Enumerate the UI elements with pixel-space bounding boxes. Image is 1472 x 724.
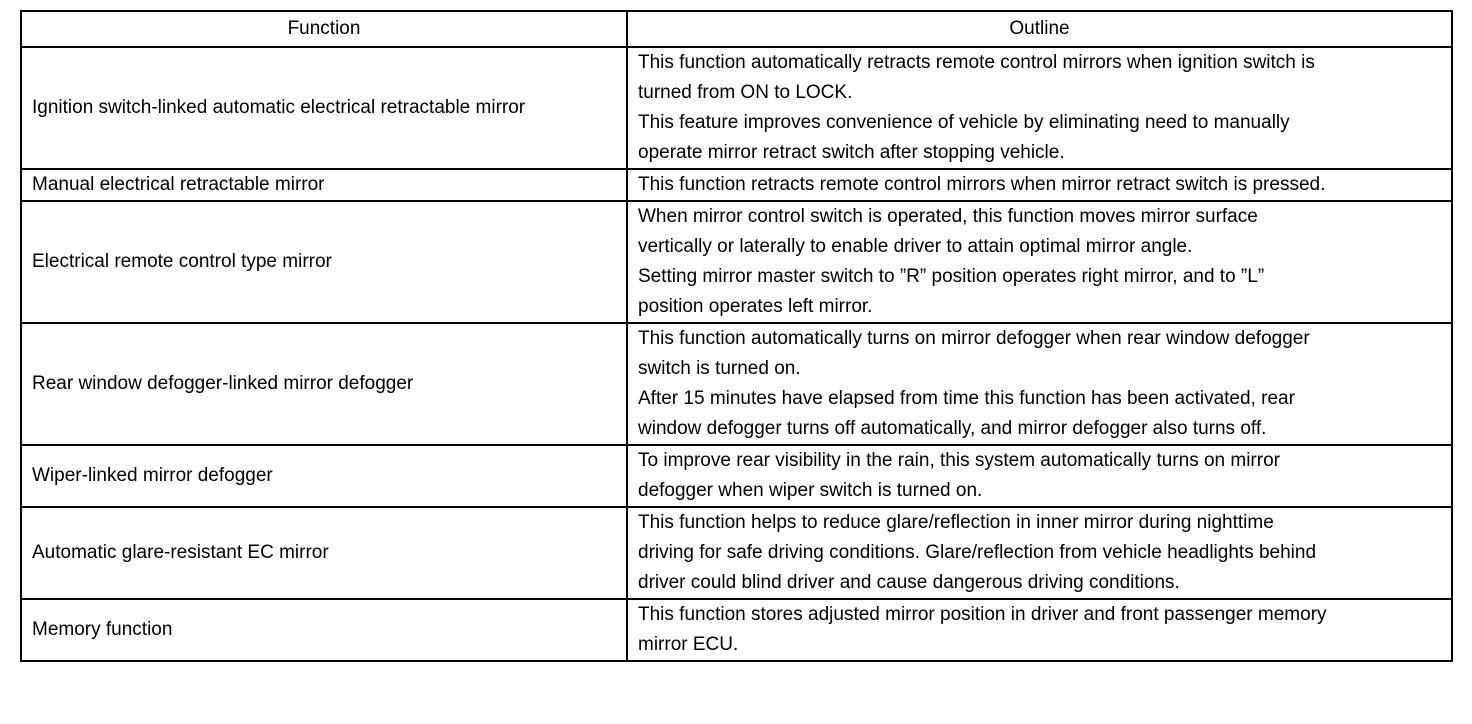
outline-line: To improve rear visibility in the rain, this system automatically turns on mirror <box>638 450 1280 471</box>
outline-line: operate mirror retract switch after stopping vehicle. <box>638 142 1065 163</box>
table-row <box>21 169 1452 201</box>
outline-line: defogger when wiper switch is turned on. <box>638 480 983 501</box>
function-cell: Wiper-linked mirror defogger <box>21 445 627 507</box>
table-row <box>21 507 1452 599</box>
outline-line: This function automatically retracts remote control mirrors when ignition switch is <box>638 52 1315 73</box>
outline-line: This function retracts remote control mirrors when mirror retract switch is pressed. <box>638 174 1326 195</box>
table-row <box>21 47 1452 169</box>
function-cell: Memory function <box>21 599 627 661</box>
outline-line: turned from ON to LOCK. <box>638 82 853 103</box>
function-cell: Ignition switch-linked automatic electrical retractable mirror <box>21 47 627 169</box>
outline-cell <box>627 169 1452 201</box>
outline-cell <box>627 507 1452 599</box>
outline-cell <box>627 599 1452 661</box>
column-header-function: Function <box>21 11 627 47</box>
outline-line: switch is turned on. <box>638 358 801 379</box>
outline-cell <box>627 445 1452 507</box>
outline-line: This function automatically turns on mirror defogger when rear window defogger <box>638 328 1310 349</box>
outline-line: This function helps to reduce glare/reflection in inner mirror during nighttime <box>638 512 1274 533</box>
function-outline-table <box>20 10 1453 662</box>
outline-line: driving for safe driving conditions. Glare/reflection from vehicle headlights behind <box>638 542 1317 563</box>
outline-line: This function stores adjusted mirror position in driver and front passenger memory <box>638 604 1327 625</box>
outline-line: This feature improves convenience of vehicle by eliminating need to manually <box>638 112 1290 133</box>
outline-line: When mirror control switch is operated, this function moves mirror surface <box>638 206 1258 227</box>
outline-cell <box>627 47 1452 169</box>
outline-line: window defogger turns off automatically, and mirror defogger also turns off. <box>638 418 1267 439</box>
function-cell: Electrical remote control type mirror <box>21 201 627 323</box>
outline-line: vertically or laterally to enable driver to attain optimal mirror angle. <box>638 236 1193 257</box>
table-row <box>21 323 1452 445</box>
function-cell: Rear window defogger-linked mirror defogger <box>21 323 627 445</box>
outline-line: mirror ECU. <box>638 634 739 655</box>
outline-line: Setting mirror master switch to ”R” position operates right mirror, and to ”L” <box>638 266 1265 287</box>
outline-line: After 15 minutes have elapsed from time this function has been activated, rear <box>638 388 1295 409</box>
function-cell: Manual electrical retractable mirror <box>21 169 627 201</box>
table-row <box>21 445 1452 507</box>
table-row <box>21 599 1452 661</box>
outline-line: driver could blind driver and cause dangerous driving conditions. <box>638 572 1180 593</box>
column-header-outline: Outline <box>627 11 1452 47</box>
function-cell: Automatic glare-resistant EC mirror <box>21 507 627 599</box>
outline-cell <box>627 201 1452 323</box>
table-row <box>21 201 1452 323</box>
outline-line: position operates left mirror. <box>638 296 873 317</box>
table-header-row <box>21 11 1452 47</box>
outline-cell <box>627 323 1452 445</box>
